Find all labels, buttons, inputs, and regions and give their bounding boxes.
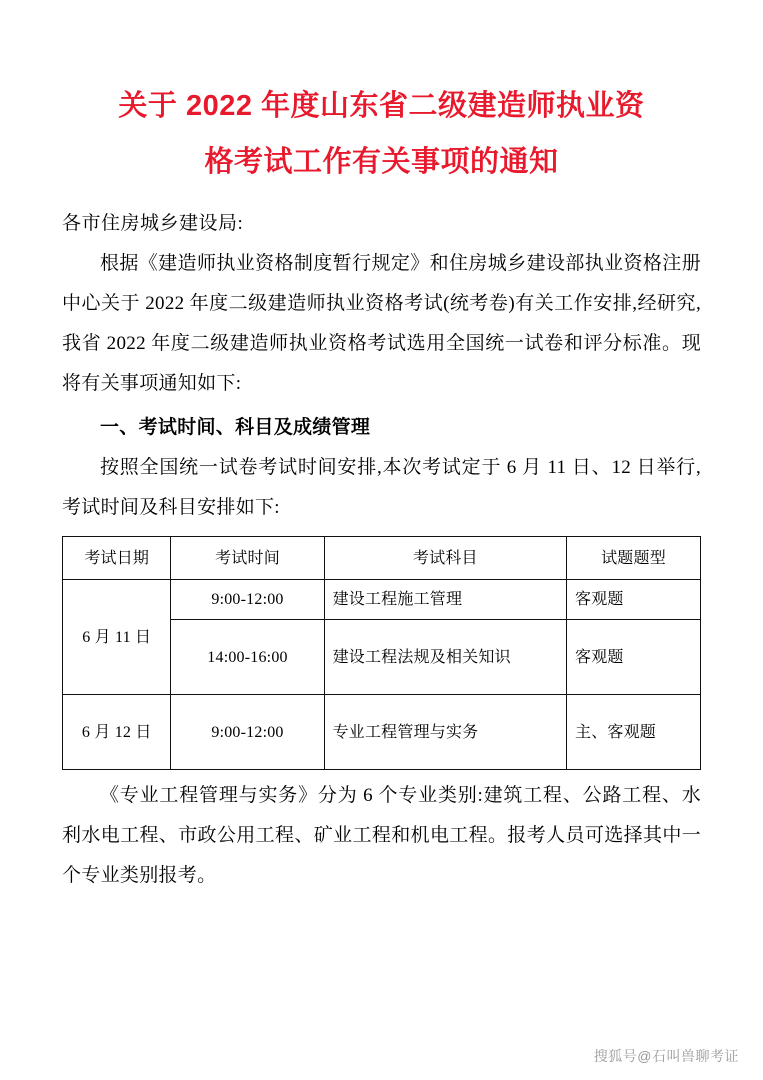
- cell-type: 主、客观题: [567, 695, 701, 770]
- cell-date: 6 月 12 日: [63, 695, 171, 770]
- page-title: [62, 78, 701, 190]
- page-title-line-1: 关于 2022 年度山东省二级建造师执业资: [118, 90, 645, 122]
- intro-paragraph: 根据《建造师执业资格制度暂行规定》和住房城乡建设部执业资格注册中心关于 2022 年度二级建造师执业资格考试(统考卷)有关工作安排,经研究,我省 2022 年度二级建造师执业资格考试选用全国统一试卷和评分标准。现将有关事项通知如下:: [62, 253, 701, 394]
- cell-subject: 专业工程管理与实务: [324, 695, 566, 770]
- page-title-line-2: 格考试工作有关事项的通知: [204, 146, 559, 178]
- section-heading-1: 一、考试时间、科目及成绩管理: [100, 417, 371, 438]
- paragraph-after-table: 《专业工程管理与实务》分为 6 个专业类别:建筑工程、公路工程、水利水电工程、市政公用工程、矿业工程和机电工程。报考人员可选择其中一个专业类别报考。: [62, 785, 701, 886]
- paragraph-before-table: 按照全国统一试卷考试时间安排,本次考试定于 6 月 11 日、12 日举行,考试时间及科目安排如下:: [62, 457, 701, 518]
- cell-type: 客观题: [567, 580, 701, 620]
- salutation: 各市住房城乡建设局:: [62, 213, 244, 234]
- cell-time: 14:00-16:00: [171, 620, 324, 695]
- table-header-cell-subject: 考试科目: [324, 537, 566, 580]
- cell-subject: 建设工程法规及相关知识: [324, 620, 566, 695]
- cell-date: 6 月 11 日: [63, 580, 171, 695]
- table-header-row: [63, 537, 701, 580]
- table-row: [63, 695, 701, 770]
- watermark: 搜狐号@石叫兽聊考证: [593, 1048, 739, 1064]
- cell-time: 9:00-12:00: [171, 695, 324, 770]
- table-header-cell-date: 考试日期: [63, 537, 171, 580]
- cell-time: 9:00-12:00: [171, 580, 324, 620]
- cell-subject: 建设工程施工管理: [324, 580, 566, 620]
- table-row: [63, 580, 701, 620]
- table-header-cell-time: 考试时间: [171, 537, 324, 580]
- table-header-cell-type: 试题题型: [567, 537, 701, 580]
- exam-schedule-table: [62, 536, 701, 770]
- cell-type: 客观题: [567, 620, 701, 695]
